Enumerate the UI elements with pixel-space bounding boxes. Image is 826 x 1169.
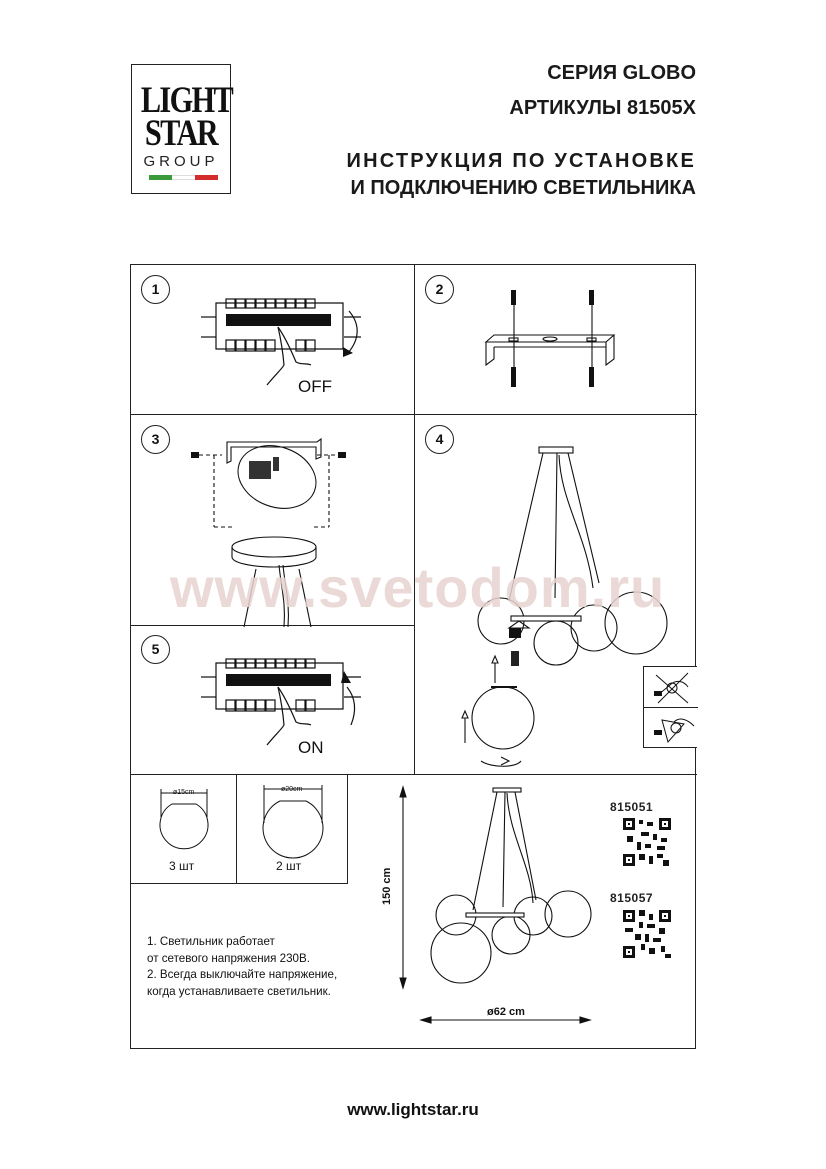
large-shade-icon <box>262 783 332 853</box>
note-line: 1. Светильник работает <box>147 935 275 948</box>
note-line: от сетевого напряжения 230В. <box>147 951 310 965</box>
shade-small-quantity: 3 шт <box>169 859 195 873</box>
brand-logo <box>131 64 231 194</box>
on-label: ON <box>298 738 324 757</box>
divider <box>131 774 697 775</box>
logo-text-light: LIGHT <box>140 80 233 121</box>
diameter-dimension: ø62 cm <box>487 1006 525 1018</box>
protected-hand-bulb-icon <box>648 712 694 746</box>
circuit-breaker-off-icon <box>201 295 381 405</box>
divider <box>131 414 697 415</box>
bulb-warning-panel <box>643 666 697 748</box>
height-dimension: 150 cm <box>381 867 393 905</box>
circuit-breaker-on-icon <box>201 655 381 765</box>
wiring-connection-icon <box>189 437 359 627</box>
off-label: OFF <box>298 377 332 396</box>
product-code-815051: 815051 <box>610 800 654 814</box>
product-code-815057: 815057 <box>610 891 654 905</box>
note-line: 2. Всегда выключайте напряжение, <box>147 968 338 981</box>
qr-code-icon[interactable] <box>623 910 671 958</box>
divider <box>347 774 348 884</box>
shade-large-quantity: 2 шт <box>276 859 302 873</box>
watermark-text: www.svetodom.ru <box>170 556 666 619</box>
small-shade-icon <box>159 787 215 847</box>
step-number-3: 3 <box>141 425 170 454</box>
instruction-panel <box>130 264 696 1049</box>
shade-large-diameter: ø20cm <box>281 786 303 793</box>
step-number-1: 1 <box>141 275 170 304</box>
italian-flag-stripe <box>149 175 218 180</box>
instruction-title-line2: И ПОДКЛЮЧЕНИЮ СВЕТИЛЬНИКА <box>350 177 696 199</box>
footer-website-link[interactable]: www.lightstar.ru <box>347 1100 479 1119</box>
mounting-bracket-icon <box>486 287 626 397</box>
divider <box>236 774 237 884</box>
bare-hand-bulb-crossed-icon <box>648 671 694 705</box>
instruction-title-line1: ИНСТРУКЦИЯ ПО УСТАНОВКЕ <box>346 150 696 172</box>
step-number-4: 4 <box>425 425 454 454</box>
logo-text-group: GROUP <box>143 153 219 170</box>
step-number-2: 2 <box>425 275 454 304</box>
safety-notes <box>147 934 337 1000</box>
series-title: СЕРИЯ GLOBO <box>547 62 696 84</box>
qr-code-icon[interactable] <box>623 818 671 866</box>
step-number-5: 5 <box>141 635 170 664</box>
chandelier-dimension-drawing <box>393 785 588 1040</box>
note-line: когда устанавливаете светильник. <box>147 984 331 998</box>
articles-title: АРТИКУЛЫ 81505X <box>509 97 696 119</box>
logo-text-star: STAR <box>144 113 218 154</box>
shade-small-diameter: ø15cm <box>173 789 195 796</box>
divider <box>131 883 348 884</box>
divider <box>414 265 415 775</box>
